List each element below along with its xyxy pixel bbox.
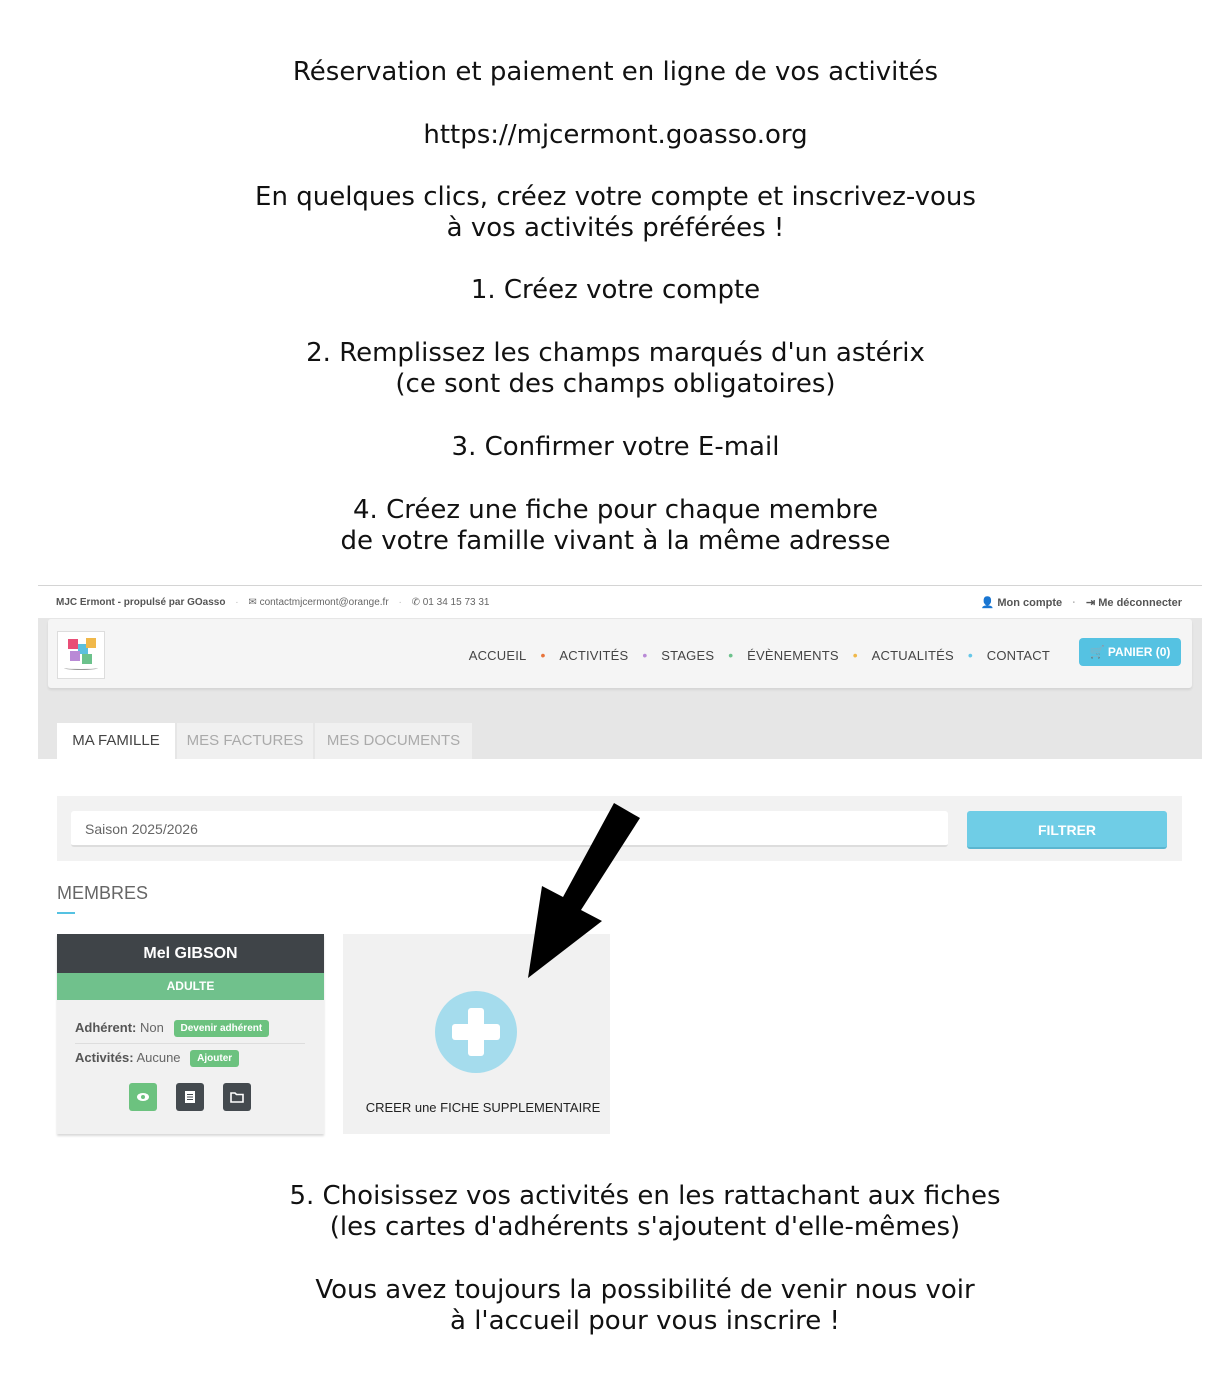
adherent-label: Adhérent: bbox=[75, 1020, 137, 1035]
cart-icon: 🛒 bbox=[1089, 645, 1105, 659]
logout-icon: ⇥ bbox=[1085, 597, 1096, 609]
user-icon: 👤 bbox=[980, 597, 995, 609]
intro-step-2a: 2. Remplissez les champs marqués d'un astérix bbox=[306, 338, 925, 368]
nav-dot: • bbox=[728, 647, 734, 663]
outro-step-5b: (les cartes d'adhérents s'ajoutent d'elle-mêmes) bbox=[329, 1212, 961, 1242]
outro-block bbox=[0, 1181, 1231, 1337]
outro-note-b: à l'accueil pour vous inscrire ! bbox=[450, 1306, 840, 1336]
mail-icon: ✉ bbox=[248, 597, 257, 608]
intro-step-4b: de votre famille vivant à la même adresse bbox=[340, 526, 891, 556]
nav-accueil[interactable]: ACCUEIL bbox=[468, 648, 527, 663]
intro-line-3b: à vos activités préférées ! bbox=[446, 213, 785, 243]
tab-mes-factures[interactable]: MES FACTURES bbox=[177, 723, 313, 759]
member-type: ADULTE bbox=[57, 973, 324, 1000]
nav-stages[interactable]: STAGES bbox=[661, 648, 715, 663]
add-activity-button[interactable]: Ajouter bbox=[190, 1050, 239, 1067]
member-name: Mel GIBSON bbox=[57, 934, 324, 973]
logout-link[interactable]: Me déconnecter bbox=[1098, 597, 1182, 609]
cart-label: PANIER (0) bbox=[1107, 645, 1171, 659]
nav-contact[interactable]: CONTACT bbox=[986, 648, 1050, 663]
outro-step-5a: 5. Choisissez vos activités en les rattachant aux fiches bbox=[289, 1181, 1001, 1211]
become-member-button[interactable]: Devenir adhérent bbox=[174, 1020, 270, 1037]
nav-dot: • bbox=[852, 647, 858, 663]
nav-activites[interactable]: ACTIVITÉS bbox=[559, 648, 629, 663]
tab-mes-documents[interactable]: MES DOCUMENTS bbox=[315, 723, 472, 759]
intro-title: Réservation et paiement en ligne de vos activités bbox=[292, 57, 939, 87]
adherent-value: Non bbox=[140, 1020, 164, 1035]
nav-dot: • bbox=[540, 647, 546, 663]
filter-button[interactable]: FILTRER bbox=[967, 811, 1167, 849]
add-member-label: CREER une FICHE SUPPLEMENTAIRE bbox=[365, 1100, 601, 1115]
members-heading: MEMBRES bbox=[57, 883, 149, 903]
intro-step-2b: (ce sont des champs obligatoires) bbox=[395, 369, 836, 399]
activities-value: Aucune bbox=[136, 1050, 181, 1065]
my-account-link[interactable]: Mon compte bbox=[997, 597, 1063, 609]
intro-step-4a: 4. Créez une fiche pour chaque membre bbox=[353, 495, 878, 525]
nav-dot: • bbox=[642, 647, 648, 663]
intro-step-1: 1. Créez votre compte bbox=[470, 275, 761, 305]
nav-evenements[interactable]: ÉVÈNEMENTS bbox=[747, 648, 839, 663]
tab-ma-famille[interactable]: MA FAMILLE bbox=[57, 723, 175, 759]
contact-phone[interactable]: 01 34 15 73 31 bbox=[422, 597, 490, 608]
brand-text: MJC Ermont - propulsé par GOasso bbox=[56, 597, 226, 608]
intro-line-3a: En quelques clics, créez votre compte et inscrivez-vous bbox=[255, 182, 976, 212]
nav-dot: • bbox=[967, 647, 973, 663]
activities-label: Activités: bbox=[75, 1050, 134, 1065]
phone-icon: ✆ bbox=[411, 597, 420, 608]
contact-email[interactable]: contactmjcermont@orange.fr bbox=[259, 597, 389, 608]
top-bar: MJC Ermont - propulsé par GOasso · ✉ contactmjcermont@orange.fr · ✆ 01 34 15 73 31 👤 Mon compte · ⇥ Me déconnecter bbox=[38, 586, 1202, 618]
season-select[interactable]: Saison 2025/2026 bbox=[71, 811, 948, 847]
nav-actualites[interactable]: ACTUALITÉS bbox=[871, 648, 954, 663]
intro-url: https://mjcermont.goasso.org bbox=[423, 120, 808, 150]
intro-step-3: 3. Confirmer votre E-mail bbox=[451, 432, 780, 462]
outro-note-a: Vous avez toujours la possibilité de venir nous voir bbox=[315, 1275, 975, 1305]
